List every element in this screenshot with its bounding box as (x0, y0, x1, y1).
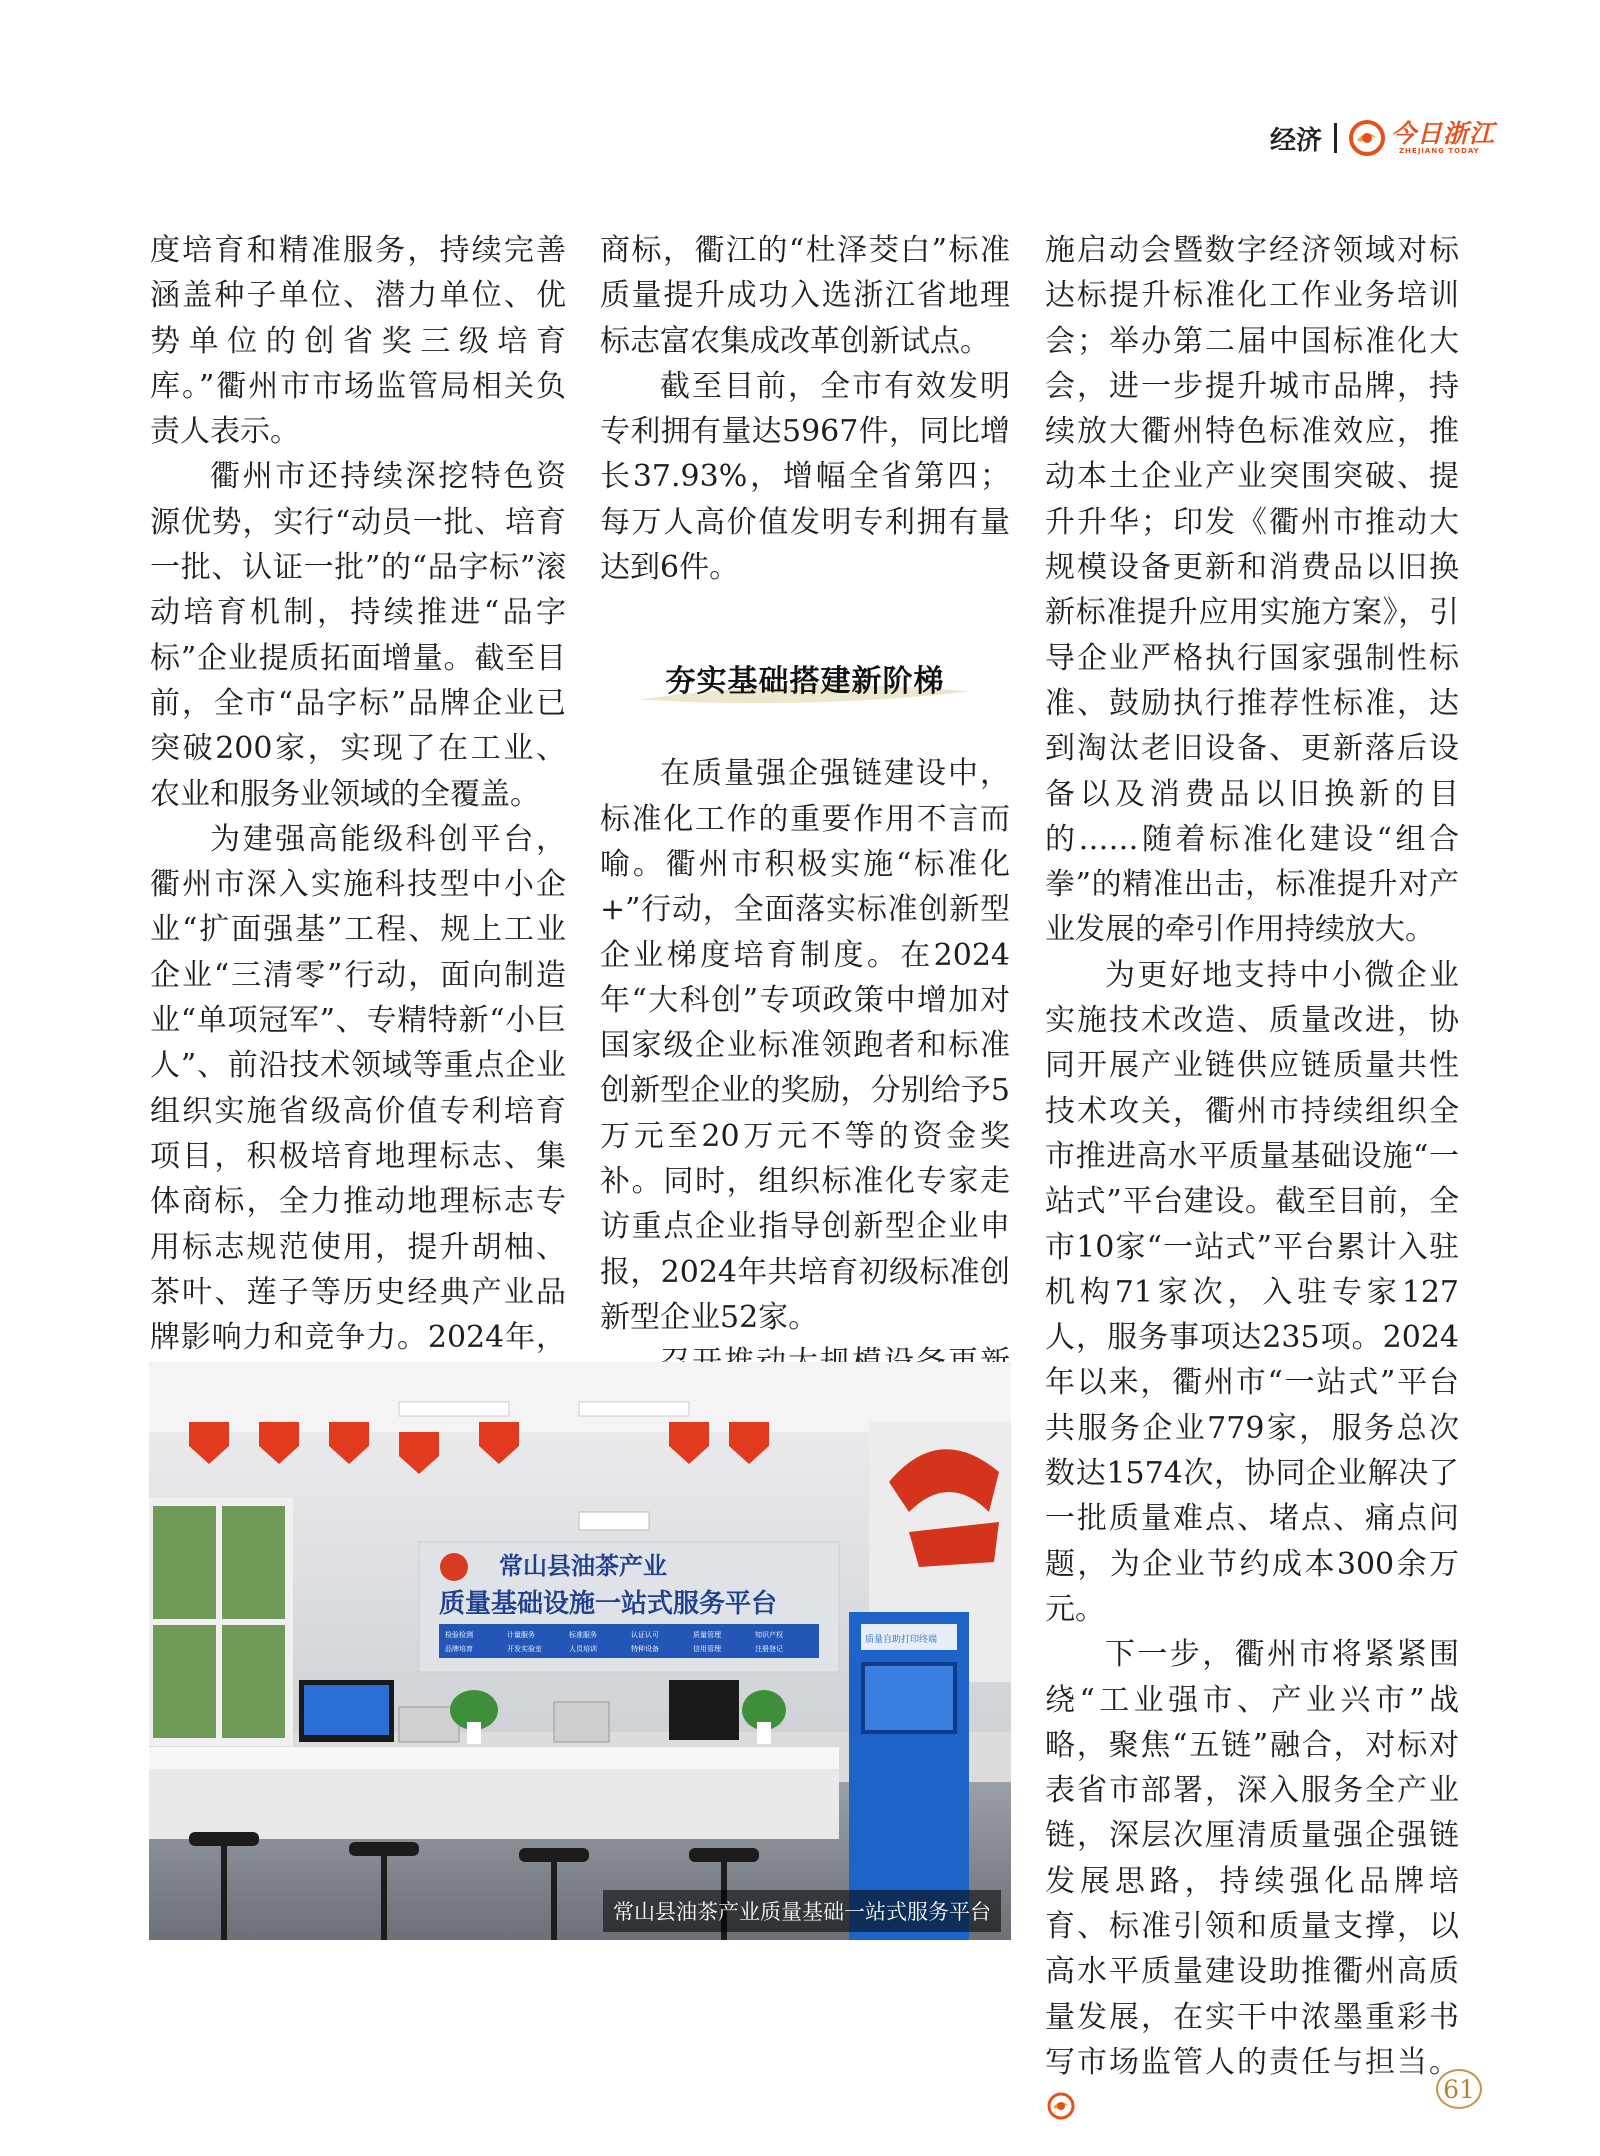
sign-service-item: 质量管理 (693, 1631, 721, 1639)
subheading-text: 夯实基础搭建新阶梯 (665, 663, 945, 699)
text-column-1 (150, 228, 566, 1451)
sign-service-item: 信用管理 (693, 1645, 721, 1653)
page-number: 61 (1436, 2069, 1482, 2109)
service-hall-photo (149, 1362, 1011, 1940)
sign-service-item: 开发实验室 (507, 1645, 542, 1653)
logo-swirl-icon (1349, 120, 1385, 156)
sign-service-item: 计量服务 (507, 1631, 535, 1639)
header-divider (1334, 123, 1337, 153)
sign-title-line2: 质量基础设施一站式服务平台 (439, 1589, 778, 1619)
kiosk-label: 质量自助打印终端 (865, 1635, 938, 1645)
logo-subtext: ZHEJIANG TODAY (1398, 147, 1480, 155)
article-end-logo-icon (1047, 2092, 1075, 2120)
page-header (1270, 118, 1495, 158)
paragraph: 度培育和精准服务，持续完善涵盖种子单位、潜力单位、优势单位的创省奖三级培育库。”衢州市市场监管局相关负责人表示。 (150, 233, 566, 450)
sign-service-item: 注册登记 (755, 1645, 783, 1653)
paragraph: 商标，衢江的“杜泽茭白”标准质量提升成功入选浙江省地理标志富农集成改革创新试点。 (600, 233, 1010, 359)
sign-service-item: 品牌培育 (445, 1645, 473, 1653)
logo-text: 今日浙江 (1390, 119, 1495, 148)
paragraph: 施启动会暨数字经济领域对标达标提升标准化工作业务培训会；举办第二届中国标准化大会，进一步提升城市品牌，持续放大衢州特色标准效应，推动本土企业产业突围突破、提升升华；印发《衢州市推动大规模设备更新和消费品以旧换新标准提升应用实施方案》，引导企业严格执行国家强制性标准、鼓励执行推荐性标准，达到淘汰老旧设备、更新落后设备以及消费品以旧换新的目的……随着标准化建设“组合拳”的精准出击，标准提升对产业发展的牵引作用持续放大。 (1045, 233, 1459, 948)
paragraph: 衢州市还持续深挖特色资源优势，实行“动员一批、培育一批、认证一批”的“品字标”滚动培育机制，持续推进“品字标”企业提质拓面增量。截至目前，全市“品字标”品牌企业已突破200家，实现了在工业、农业和服务业领域的全覆盖。 (150, 459, 566, 812)
paragraph: 为更好地支持中小微企业实施技术改造、质量改进，协同开展产业链供应链质量共性技术攻关，衢州市持续组织全市推进高水平质量基础设施“一站式”平台建设。截至目前，全市10家“一站式”平台累计入驻机构71家次，入驻专家127人，服务事项达235项。2024年以来，衢州市“一站式”平台共服务企业779家，服务总次数达1574次，协同企业解决了一批质量难点、堵点、痛点问题，为企业节约成本300余万元。 (1045, 957, 1459, 1627)
text-column-3 (1045, 228, 1459, 2130)
section-label: 经济 (1269, 125, 1322, 156)
sign-service-item: 特种设备 (631, 1645, 659, 1653)
magazine-logo (1349, 120, 1495, 156)
paragraph: 在质量强企强链建设中，标准化工作的重要作用不言而喻。衢州市积极实施“标准化+”行动，全面落实标准创新型企业梯度培育制度。在2024年“大科创”专项政策中增加对国家级企业标准领跑者和标准创新型企业的奖励，分别给予5万元至20万元不等的资金奖补。同时，组织标准化专家走访重点企业指导创新型企业申报，2024年共培育初级标准创新型企业52家。 (600, 756, 1010, 1335)
text-column-2 (600, 228, 1010, 1476)
paragraph: 为建强高能级科创平台，衢州市深入实施科技型中小企业“扩面强基”工程、规上工业企业“三清零”行动，面向制造业“单项冠军”、专精特新“小巨人”、前沿技术领域等重点企业组织实施省级高价值专利培育项目，积极培育地理标志、集体商标，全力推动地理标志专用标志规范使用，提升胡柚、茶叶、莲子等历史经典产业品牌影响力和竞争力。2024年， (150, 821, 566, 1356)
sign-service-item: 人员培训 (569, 1645, 597, 1653)
paragraph-text: 下一步，衢州市将紧紧围绕“工业强市、产业兴市”战略，聚焦“五链”融合，对标对表省市部署，深入服务全产业链，深层次厘清质量强企强链发展思路，持续强化品牌培育、标准引领和质量支撑，以高水平质量建设助推衢州高质量发展，在实干中浓墨重彩书写市场监管人的责任与担当。 (1045, 1637, 1459, 2080)
sign-service-item: 认证认可 (631, 1631, 659, 1639)
paragraph: 截至目前，全市有效发明专利拥有量达5967件，同比增长37.93%，增幅全省第四；每万人高价值发明专利拥有量达到6件。 (600, 368, 1010, 586)
paragraph (1045, 1632, 1459, 2130)
photo-illustration (149, 1362, 1011, 1940)
sign-title-line1: 常山县油茶产业 (499, 1552, 667, 1580)
sign-service-item: 标准服务 (569, 1631, 597, 1639)
sign-service-item: 检验检测 (445, 1631, 473, 1639)
photo-caption: 常山县油茶产业质量基础一站式服务平台 (603, 1890, 1001, 1932)
sign-service-item: 知识产权 (755, 1631, 783, 1639)
section-subheading (600, 646, 1010, 709)
